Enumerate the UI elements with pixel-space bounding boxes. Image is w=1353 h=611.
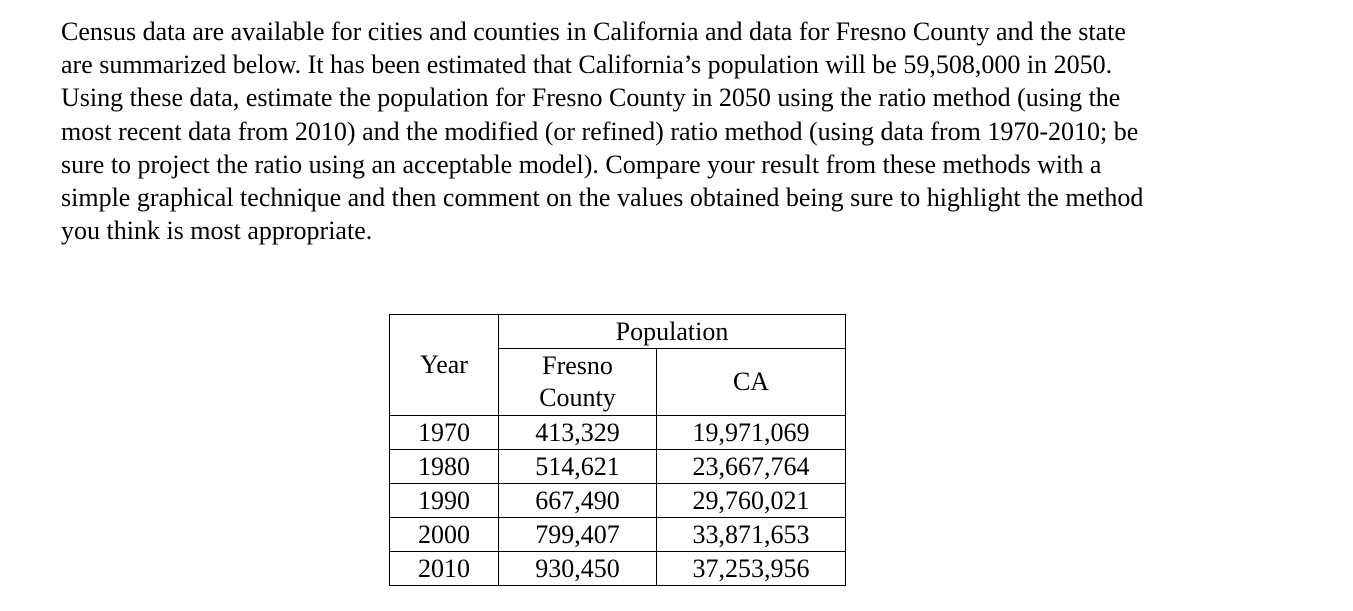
year-cell: 2000 — [390, 518, 499, 552]
table-row — [390, 416, 846, 450]
fresno-cell: 799,407 — [499, 518, 657, 552]
population-header — [499, 315, 846, 349]
problem-line: Using these data, estimate the population for Fresno County in 2050 using the ratio method (using the — [61, 83, 1121, 113]
ca-cell: 23,667,764 — [657, 450, 846, 484]
ca-header — [657, 349, 846, 416]
year-header — [390, 315, 499, 416]
table-header-row — [390, 315, 846, 349]
fresno-cell: 930,450 — [499, 552, 657, 586]
population-header-label: Population — [615, 316, 729, 346]
fresno-header-line1: Fresno — [542, 351, 613, 380]
ca-cell: 33,871,653 — [657, 518, 846, 552]
problem-line: are summarized below. It has been estimated that California’s population will be 59,508,000 in 2050. — [61, 50, 1113, 80]
fresno-cell: 514,621 — [499, 450, 657, 484]
table-row — [390, 484, 846, 518]
ca-cell: 19,971,069 — [657, 416, 846, 450]
fresno-cell: 667,490 — [499, 484, 657, 518]
year-cell: 1980 — [390, 450, 499, 484]
ca-cell: 29,760,021 — [657, 484, 846, 518]
problem-line: you think is most appropriate. — [61, 216, 373, 246]
fresno-county-header — [499, 349, 657, 416]
census-table — [389, 314, 846, 586]
fresno-cell: 413,329 — [499, 416, 657, 450]
year-cell: 1970 — [390, 416, 499, 450]
fresno-header-line2: County — [539, 383, 616, 412]
problem-line: simple graphical technique and then comment on the values obtained being sure to highlight the method — [61, 183, 1144, 213]
year-cell: 1990 — [390, 484, 499, 518]
problem-line: most recent data from 2010) and the modified (or refined) ratio method (using data from 1970-2010; be — [61, 116, 1139, 146]
table-row — [390, 518, 846, 552]
ca-cell: 37,253,956 — [657, 552, 846, 586]
year-cell: 2010 — [390, 552, 499, 586]
table-row — [390, 450, 846, 484]
ca-header-label: CA — [732, 367, 770, 396]
problem-line: Census data are available for cities and counties in California and data for Fresno County and the state — [61, 17, 1126, 46]
problem-statement — [61, 15, 1291, 247]
table-row — [390, 552, 846, 586]
problem-line: sure to project the ratio using an acceptable model). Compare your result from these methods with a — [61, 149, 1102, 179]
year-header-label: Year — [420, 350, 468, 379]
